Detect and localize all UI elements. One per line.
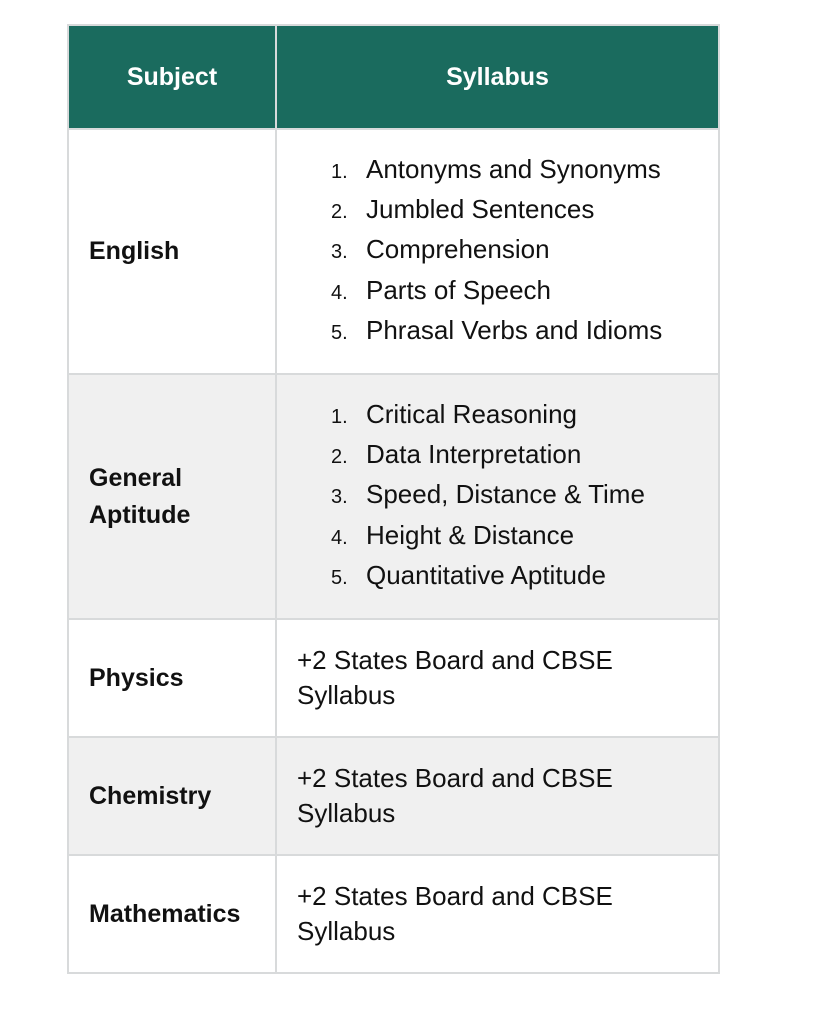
topic-text: Jumbled Sentences bbox=[366, 194, 595, 225]
topic-text: Phrasal Verbs and Idioms bbox=[366, 314, 663, 345]
syllabus-line: +2 States Board and CBSE bbox=[297, 645, 613, 675]
syllabus-text bbox=[277, 879, 718, 949]
list-number: 2. bbox=[331, 201, 348, 224]
syllabus-line: Syllabus bbox=[297, 680, 396, 710]
list-item bbox=[331, 396, 718, 436]
list-item bbox=[331, 517, 718, 557]
subject-cell: Mathematics bbox=[68, 855, 276, 973]
syllabus-table bbox=[67, 24, 720, 974]
topic-text: Comprehension bbox=[366, 234, 550, 265]
topic-text: Data Interpretation bbox=[366, 439, 582, 470]
list-item bbox=[331, 476, 718, 516]
list-number: 2. bbox=[331, 446, 348, 469]
subject-cell: English bbox=[68, 129, 276, 374]
syllabus-text bbox=[277, 761, 718, 831]
syllabus-cell bbox=[276, 129, 719, 374]
table-row-english bbox=[68, 129, 719, 374]
subject-cell: Physics bbox=[68, 619, 276, 737]
list-item bbox=[331, 191, 718, 231]
subject-cell: Chemistry bbox=[68, 737, 276, 855]
syllabus-cell bbox=[276, 855, 719, 973]
topic-list bbox=[277, 151, 718, 352]
list-number: 1. bbox=[331, 405, 348, 428]
list-item bbox=[331, 436, 718, 476]
table-row-general-aptitude bbox=[68, 374, 719, 619]
subject-line: Aptitude bbox=[89, 500, 191, 529]
list-number: 3. bbox=[331, 241, 348, 264]
list-number: 5. bbox=[331, 321, 348, 344]
list-number: 4. bbox=[331, 281, 348, 304]
syllabus-line: +2 States Board and CBSE bbox=[297, 881, 613, 911]
topic-text: Speed, Distance & Time bbox=[366, 479, 645, 510]
table-row-chemistry bbox=[68, 737, 719, 855]
list-item bbox=[331, 231, 718, 271]
list-item bbox=[331, 272, 718, 312]
list-item bbox=[331, 557, 718, 597]
subject-line: General bbox=[89, 463, 183, 492]
topic-text: Antonyms and Synonyms bbox=[366, 153, 661, 184]
syllabus-cell bbox=[276, 737, 719, 855]
topic-list bbox=[277, 396, 718, 597]
syllabus-text bbox=[277, 643, 718, 713]
topic-text: Critical Reasoning bbox=[366, 398, 577, 429]
subject-cell bbox=[68, 374, 276, 619]
syllabus-line: Syllabus bbox=[297, 798, 396, 828]
syllabus-line: Syllabus bbox=[297, 916, 396, 946]
list-item bbox=[331, 312, 718, 352]
table-row-mathematics bbox=[68, 855, 719, 973]
table-row-physics bbox=[68, 619, 719, 737]
list-number: 1. bbox=[331, 160, 348, 183]
list-item bbox=[331, 151, 718, 191]
list-number: 4. bbox=[331, 526, 348, 549]
syllabus-column-header: Syllabus bbox=[276, 25, 719, 129]
topic-text: Parts of Speech bbox=[366, 274, 551, 305]
list-number: 3. bbox=[331, 486, 348, 509]
list-number: 5. bbox=[331, 566, 348, 589]
syllabus-line: +2 States Board and CBSE bbox=[297, 763, 613, 793]
syllabus-cell bbox=[276, 374, 719, 619]
topic-text: Quantitative Aptitude bbox=[366, 559, 606, 590]
topic-text: Height & Distance bbox=[366, 519, 575, 550]
subject-column-header: Subject bbox=[68, 25, 276, 129]
syllabus-cell bbox=[276, 619, 719, 737]
table-header-row bbox=[68, 25, 719, 129]
